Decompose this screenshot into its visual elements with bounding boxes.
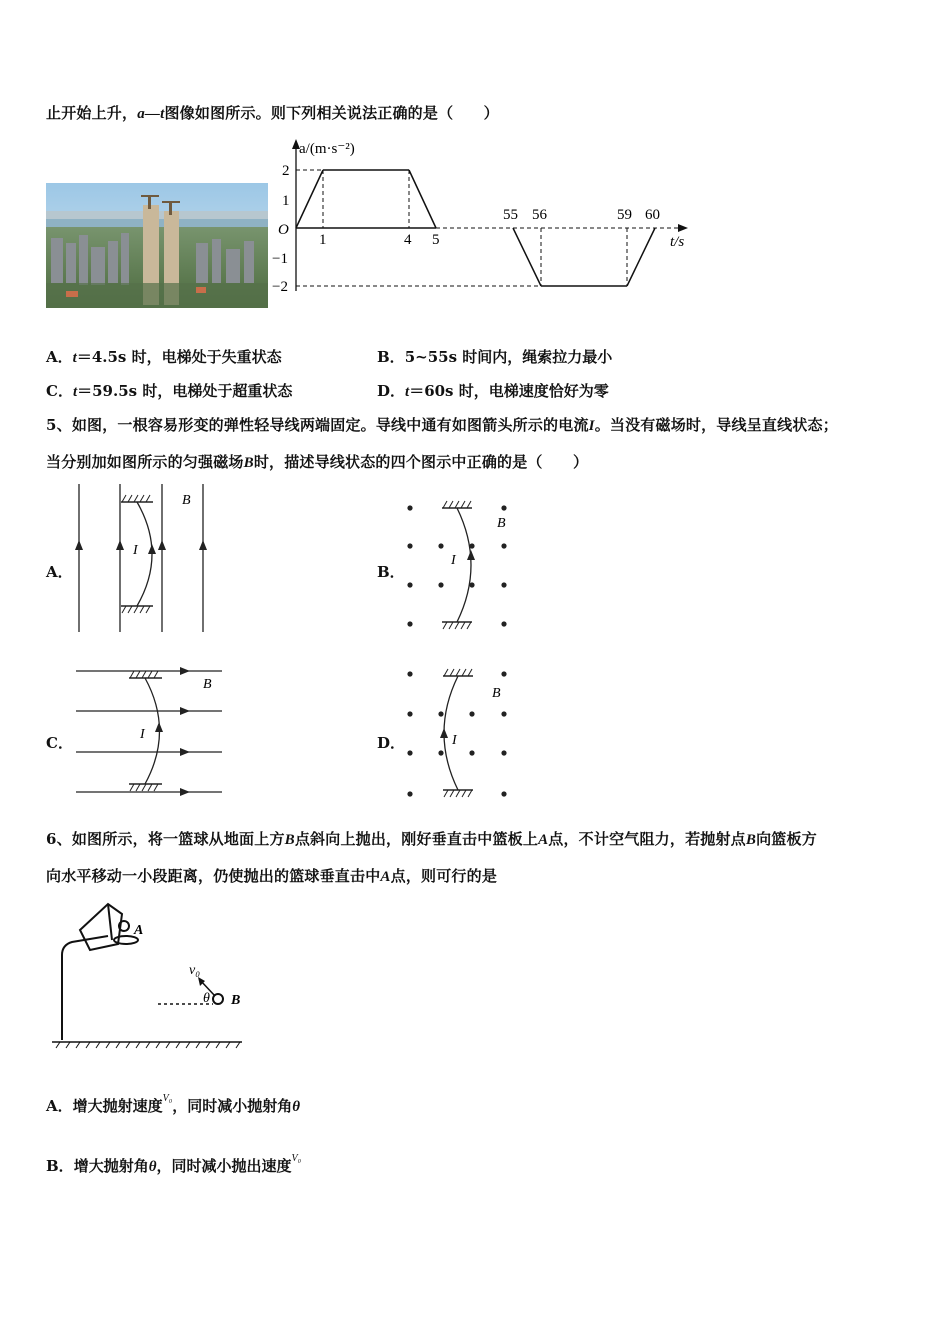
current-arrow-icon bbox=[467, 550, 475, 560]
field-label: B bbox=[497, 516, 506, 531]
current-label: I bbox=[140, 727, 145, 742]
y-axis-label: a/(m·s⁻²) bbox=[299, 141, 355, 157]
q4-option-b[interactable] bbox=[377, 346, 612, 367]
field-label: B bbox=[182, 493, 191, 508]
option-letter: A． bbox=[46, 1097, 73, 1115]
q5-option-a[interactable] bbox=[46, 561, 73, 582]
v0-symbol: V₀ bbox=[291, 1153, 302, 1164]
origin-label: O bbox=[278, 222, 289, 238]
x-tick-59: 59 bbox=[617, 207, 632, 223]
q5-line2-var: B bbox=[243, 455, 254, 471]
x-tick-5: 5 bbox=[432, 232, 440, 248]
option-var: θ bbox=[148, 1159, 157, 1175]
q5-line2-post: 时，描述导线状态的四个图示中正确的是（ ） bbox=[253, 453, 589, 471]
q5-figure-b bbox=[400, 496, 520, 636]
point-a-label: A bbox=[134, 923, 144, 938]
q5-figure-c bbox=[74, 664, 224, 798]
q5-line2-pre: 当分别加如图所示的匀强磁场 bbox=[46, 453, 244, 471]
q6-line1-pre: 6、如图所示，将一篮球从地面上方 bbox=[46, 830, 285, 848]
option-var: θ bbox=[292, 1099, 301, 1115]
option-letter: B． bbox=[46, 1157, 74, 1175]
current-label: I bbox=[133, 543, 138, 558]
q5-figure-d bbox=[400, 664, 520, 804]
option-text: 5~55s 时间内，绳索拉力最小 bbox=[404, 348, 613, 366]
current-arrow-icon bbox=[440, 728, 448, 738]
q6-line-2 bbox=[46, 865, 497, 886]
q6-line1-mid2: 点，不计空气阻力，若抛射点 bbox=[548, 830, 746, 848]
current-label: I bbox=[451, 553, 456, 568]
q5-line1-var: I bbox=[588, 418, 595, 434]
option-text: ＝4.5s 时，电梯处于失重状态 bbox=[76, 348, 282, 366]
skyscraper-photo bbox=[46, 183, 268, 308]
a-t-chart bbox=[270, 135, 700, 300]
data-segment bbox=[296, 170, 323, 228]
q5-figure-a bbox=[72, 482, 212, 634]
q4-intro-pre: 止开始上升， bbox=[46, 104, 138, 122]
option-text-2: ，同时减小抛出速度 bbox=[156, 1157, 292, 1175]
current-arrow-icon bbox=[148, 544, 156, 554]
x-tick-4: 4 bbox=[404, 232, 412, 248]
y-tick-neg1: −1 bbox=[272, 251, 288, 267]
q4-intro-post: 图像如图所示。则下列相关说法正确的是（ ） bbox=[164, 104, 499, 122]
option-text: ＝60s 时，电梯速度恰好为零 bbox=[409, 382, 609, 400]
option-letter: D． bbox=[377, 734, 406, 752]
option-text: 增大抛射速度 bbox=[72, 1097, 163, 1115]
q6-option-b[interactable] bbox=[46, 1155, 301, 1176]
q5-line1-pre: 5、如图，一根容易形变的弹性轻导线两端固定。导线中通有如图箭头所示的电流 bbox=[46, 416, 589, 434]
q5-line1-post: 。当没有磁场时，导线呈直线状态； bbox=[594, 416, 838, 434]
option-letter: D． bbox=[377, 382, 406, 400]
current-arrow-icon bbox=[155, 722, 163, 732]
data-segment bbox=[513, 228, 541, 286]
basketball-figure bbox=[50, 900, 250, 1050]
x-axis-label: t/s bbox=[670, 234, 685, 250]
field-label: B bbox=[203, 677, 212, 692]
y-tick-1: 1 bbox=[282, 193, 290, 209]
q5-line-1 bbox=[46, 414, 838, 435]
data-segment bbox=[627, 228, 655, 286]
q6-line2-pre: 向水平移动一小段距离，仍使抛出的篮球垂直击中 bbox=[46, 867, 381, 885]
option-text: 增大抛射角 bbox=[73, 1157, 149, 1175]
q6-line1-b: B bbox=[284, 832, 295, 848]
point-b-label: B bbox=[231, 993, 241, 1008]
q6-line1-mid: 点斜向上抛出，刚好垂直击中篮板上 bbox=[294, 830, 539, 848]
field-label: B bbox=[492, 686, 501, 701]
q6-line1-a: A bbox=[538, 832, 549, 848]
option-text: ＝59.5s 时，电梯处于超重状态 bbox=[77, 382, 293, 400]
wire bbox=[457, 508, 471, 622]
q6-line1-b2: B bbox=[745, 832, 757, 848]
q6-line1-post: 向篮板方 bbox=[756, 830, 817, 848]
option-var: t bbox=[72, 350, 77, 366]
q4-intro bbox=[46, 102, 499, 123]
option-var: t bbox=[72, 384, 78, 400]
q6-line-1 bbox=[46, 828, 817, 849]
q6-line2-post: 点，则可行的是 bbox=[390, 867, 498, 885]
option-letter: C． bbox=[46, 382, 73, 400]
x-axis-arrow-icon bbox=[678, 224, 688, 232]
option-letter: C． bbox=[46, 734, 73, 752]
y-tick-neg2: −2 bbox=[272, 279, 288, 295]
x-tick-1: 1 bbox=[319, 232, 327, 248]
v0-label: v₀ bbox=[189, 963, 201, 978]
option-var: t bbox=[405, 384, 410, 400]
x-tick-56: 56 bbox=[532, 207, 547, 223]
option-text-2: ，同时减小抛射角 bbox=[172, 1097, 293, 1115]
option-letter: B． bbox=[377, 563, 405, 581]
current-label: I bbox=[452, 733, 457, 748]
option-letter: A． bbox=[46, 348, 73, 366]
q6-line2-a: A bbox=[380, 869, 391, 885]
q4-option-a[interactable] bbox=[46, 346, 282, 367]
option-letter: A． bbox=[46, 563, 73, 581]
q4-option-d[interactable] bbox=[377, 380, 609, 401]
x-tick-55: 55 bbox=[503, 207, 518, 223]
q5-line-2 bbox=[46, 451, 588, 472]
q5-option-c[interactable] bbox=[46, 732, 73, 753]
y-tick-2: 2 bbox=[282, 163, 290, 179]
v0-symbol: V₀ bbox=[162, 1093, 173, 1104]
q4-intro-var: a—t bbox=[137, 106, 165, 122]
option-letter: B． bbox=[377, 348, 405, 366]
theta-label: θ bbox=[203, 991, 210, 1006]
q4-option-c[interactable] bbox=[46, 380, 292, 401]
x-tick-60: 60 bbox=[645, 207, 660, 223]
data-segment bbox=[409, 170, 436, 228]
q6-option-a[interactable] bbox=[46, 1095, 300, 1116]
